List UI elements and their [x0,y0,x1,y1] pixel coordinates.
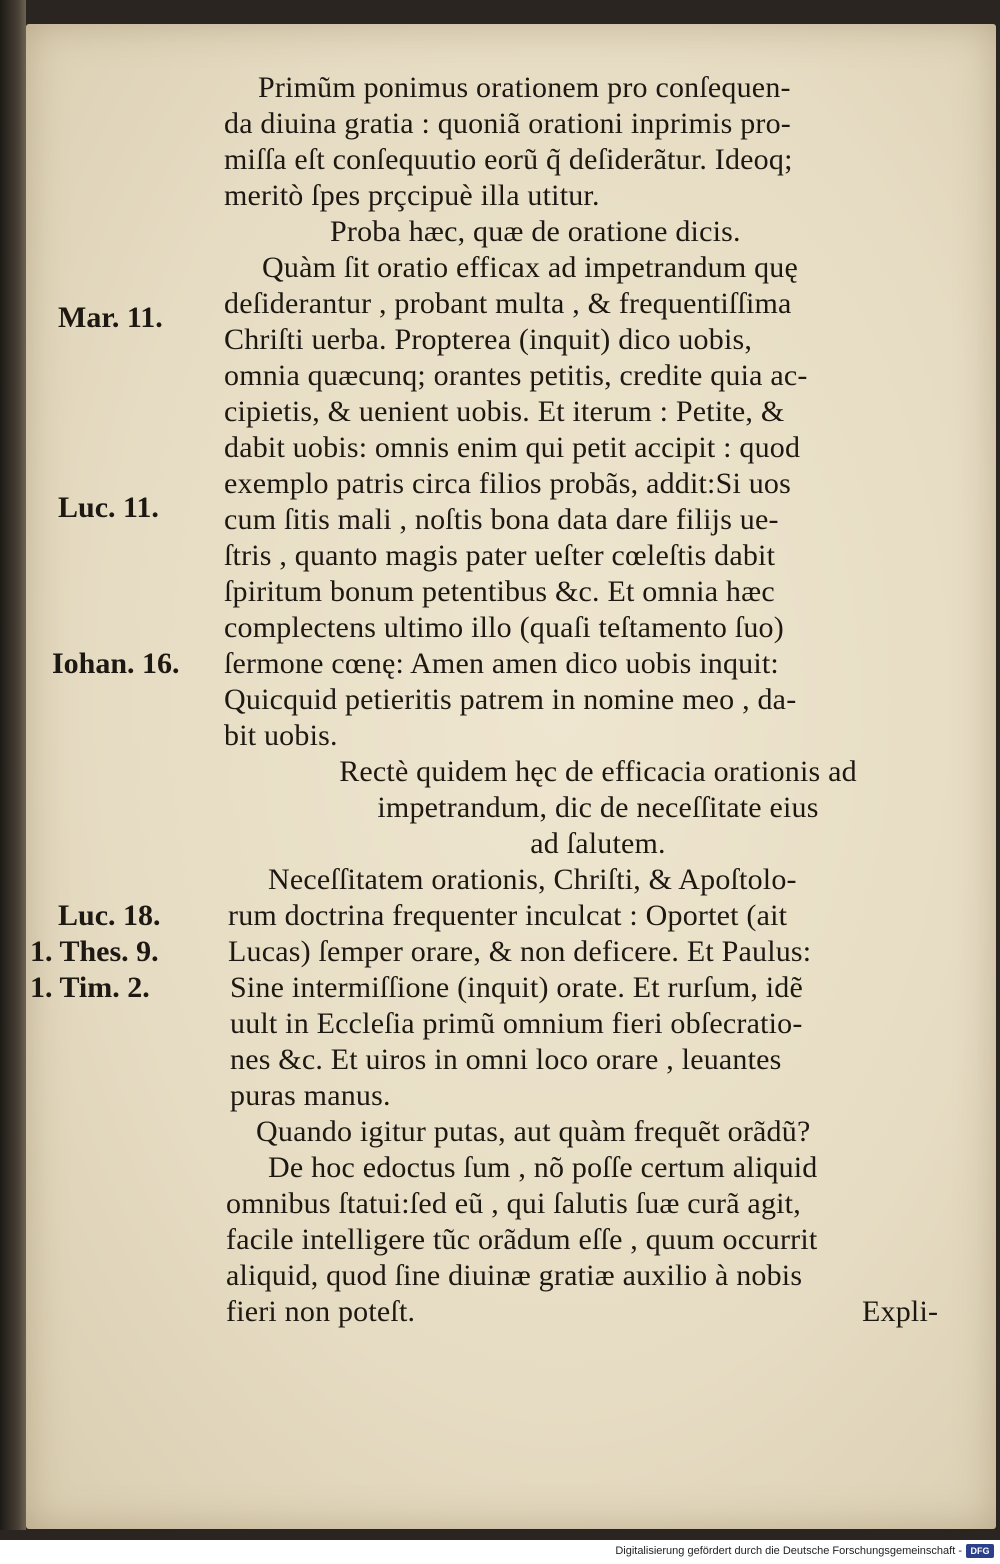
text-line: omnibus ſtatui:ſed eũ , qui ſalutis ſuæ curã agit, [226,1187,801,1220]
text-line: cum ſitis mali , noſtis bona data dare filijs ue- [224,503,779,536]
text-line: facile intelligere tũc orãdum eſſe , quum occurrit [226,1223,818,1256]
text-line: uult in Eccleſia primũ omnium fieri obſecratio- [230,1007,803,1040]
text-line: exemplo patris circa filios probãs, addit:Si uos [224,467,791,500]
text-line: dabit uobis: omnis enim qui petit accipit : quod [224,431,801,464]
text-line: fieri non poteſt. [226,1295,416,1328]
margin-note: 1. Thes. 9. [30,935,159,968]
catchword: Expli- [862,1295,939,1328]
text-line: meritò ſpes prçcipuè illa utitur. [224,179,600,212]
text-line: Chriſti uerba. Propterea (inquit) dico uobis, [224,323,753,356]
text-line: miſſa eſt conſequutio eorũ q̃ deſiderãtur. Ideoq; [224,143,793,176]
text-line: Neceſſitatem orationis, Chriſti, & Apoſtolo- [268,863,797,896]
text-line: complectens ultimo illo (quaſi teſtamento ſuo) [224,611,784,644]
text-line: deſiderantur , probant multa , & frequentiſſima [224,287,792,320]
text-line: nes &c. Et uiros in omni loco orare , leuantes [230,1043,782,1076]
question-line: impetrandum, dic de neceſſitate eius [377,791,819,824]
text-line: Quicquid petieritis patrem in nomine meo , da- [224,683,797,716]
text-line: ſtris , quanto magis pater ueſter cœleſtis dabit [224,539,776,572]
question-line: ad ſalutem. [530,827,666,860]
digitization-credit: Digitalisierung gefördert durch die Deutsche Forschungsgemeinschaft - [615,1545,962,1557]
text-line: rum doctrina frequenter inculcat : Oportet (ait [228,899,788,932]
margin-note: Iohan. 16. [52,647,180,680]
text-line: puras manus. [230,1079,391,1112]
text-line: Primũm ponimus orationem pro conſequen- [258,71,791,104]
margin-note: Luc. 11. [58,491,159,524]
margin-note: Luc. 18. [58,899,161,932]
text-line: De hoc edoctus ſum , nõ poſſe certum aliquid [268,1151,818,1184]
text-line: ſermone cœnę: Amen amen dico uobis inquit: [224,647,779,680]
text-line: ſpiritum bonum petentibus &c. Et omnia hæc [224,575,775,608]
question-line: Rectè quidem hęc de efficacia orationis ad [339,755,857,788]
book-binding-edge [0,0,26,1530]
text-line: bit uobis. [224,719,338,752]
text-line: Sine intermiſſione (inquit) orate. Et rurſum, idẽ [230,971,804,1004]
text-line: cipietis, & uenient uobis. Et iterum : Petite, & [224,395,785,428]
margin-note: 1. Tim. 2. [30,971,150,1004]
question-line: Quando igitur putas, aut quàm frequẽt orãdũ? [256,1115,811,1148]
text-line: Quàm ſit oratio efficax ad impetrandum quę [262,251,799,284]
question-line: Proba hæc, quæ de oratione dicis. [330,215,741,248]
dfg-logo: DFG [966,1544,994,1558]
text-line: omnia quæcunq; orantes petitis, credite quia ac- [224,359,808,392]
text-line: aliquid, quod ſine diuinæ gratiæ auxilio à nobis [226,1259,803,1292]
margin-note: Mar. 11. [58,301,163,334]
text-line: da diuina gratia : quoniã orationi inprimis pro- [224,107,791,140]
text-line: Lucas) ſemper orare, & non deficere. Et Paulus: [228,935,812,968]
